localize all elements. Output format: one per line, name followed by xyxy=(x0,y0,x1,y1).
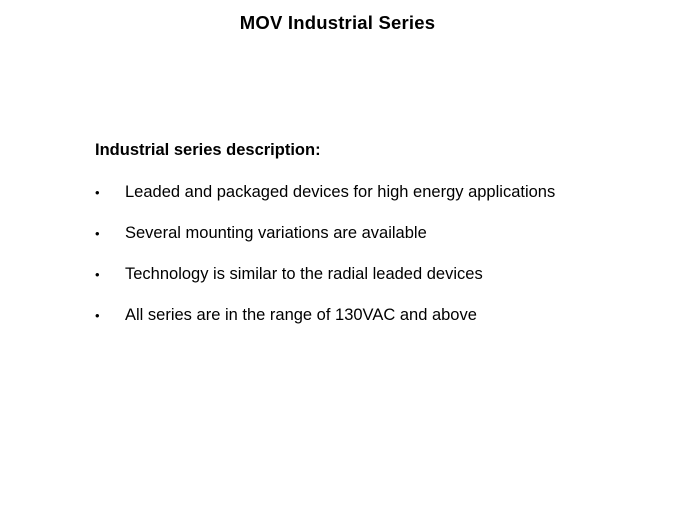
bullet-item xyxy=(95,264,575,285)
bullet-text: Several mounting variations are available xyxy=(125,224,427,242)
bullet-text: Leaded and packaged devices for high energy applications xyxy=(125,183,556,201)
slide-body xyxy=(95,140,575,346)
bullet-list xyxy=(95,182,575,326)
bullet-icon: • xyxy=(95,267,100,282)
section-heading: Industrial series description: xyxy=(95,141,321,159)
slide-title: MOV Industrial Series xyxy=(239,12,436,33)
bullet-icon: • xyxy=(95,308,100,323)
bullet-icon: • xyxy=(95,185,100,200)
bullet-item xyxy=(95,305,575,326)
bullet-icon: • xyxy=(95,226,100,241)
bullet-text: Technology is similar to the radial leaded devices xyxy=(125,265,483,283)
bullet-item xyxy=(95,223,575,244)
bullet-text: All series are in the range of 130VAC and above xyxy=(125,306,477,324)
bullet-item xyxy=(95,182,575,203)
